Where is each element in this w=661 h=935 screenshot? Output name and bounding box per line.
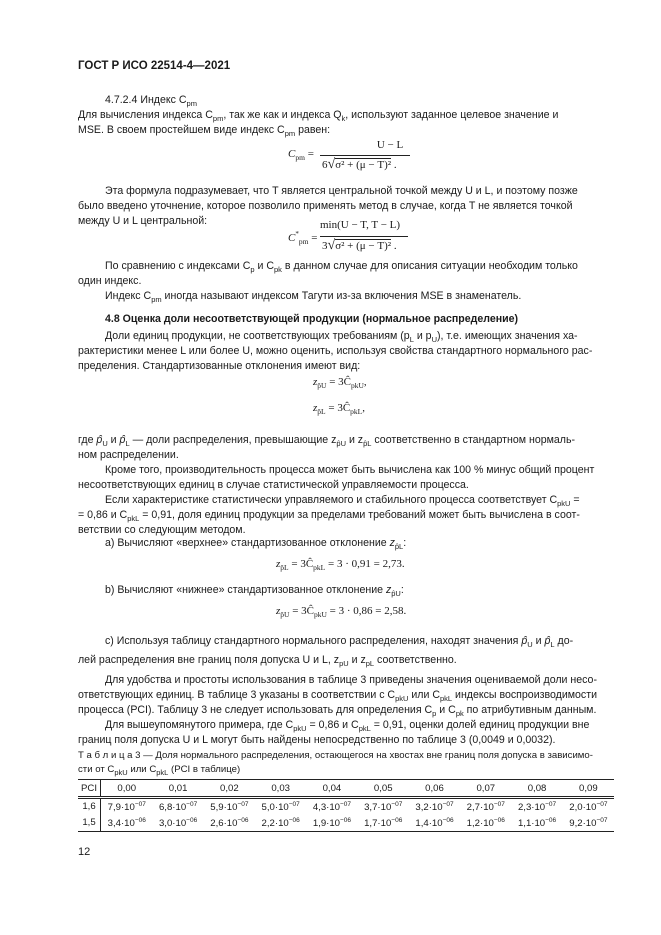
page-header: ГОСТ Р ИСО 22514-4—2021 xyxy=(78,60,231,72)
paragraph-line: Индекс $C_{pm}$ иногда называют индексом Тагути из-за включения MSE в знаменатель. xyxy=(105,290,522,304)
paragraph-line: Эта формула подразумевает, что T является центральной точкой между U и L, и поэтому позже xyxy=(105,185,578,197)
paragraph-line: процесса (PCI). Таблицу 3 не следует использовать для определения $C_p$ и $C_{pk}$ по атрибутивным данным. xyxy=(78,704,597,718)
table-3 xyxy=(78,779,614,832)
paragraph-line: = 0,86 и $C_{pkL} = 0,91$, доля единиц продукции за пределами требований может быть вычислена в соот- xyxy=(78,509,580,523)
table-header-cell: 0,02 xyxy=(220,782,239,794)
section-title-48: 4.8 Оценка доли несоответствующей продукции (нормальное распределение) xyxy=(105,313,519,325)
paragraph-line: Кроме того, производительность процесса может быть вычислена как 100 % минус общий процент xyxy=(105,464,595,476)
formula-cpm-star-numerator: min(U − T, T − L) xyxy=(320,219,401,231)
table-cell-pci: 1,5 xyxy=(78,815,101,832)
table-cell: $5,9\cdot 10^{-07}$ xyxy=(210,800,249,813)
table-header-cell: 0,03 xyxy=(271,782,290,794)
page-number: 12 xyxy=(78,846,91,858)
table-header-cell: 0,07 xyxy=(476,782,496,794)
paragraph-line: ветствии со следующим методом. xyxy=(78,524,246,536)
paragraph-line: Для вычисления индекса $C_{pm}$, так же как и индекса $Q_k$, используют заданное целевое значение и xyxy=(78,109,559,123)
table-row xyxy=(78,815,614,832)
paragraph-line: ответствующих единиц. В таблице 3 указаны в соответствии с $C_{pkU}$ или $C_{pkL}$ индексы воспроизводимости xyxy=(78,689,597,703)
paragraph-line: пределения. Стандартизованные отклонения имеют вид: xyxy=(78,360,361,372)
table-cell: $1,9\cdot 10^{-06}$ xyxy=(312,816,352,829)
table-cell: $1,2\cdot 10^{-06}$ xyxy=(466,816,505,829)
table-caption: Т а б л и ц а 3 — Доля нормального распределения, остающегося на хвостах вне границ поля допуска в зависимо- xyxy=(78,750,593,761)
table-cell: $1,4\cdot 10^{-06}$ xyxy=(415,816,454,829)
paragraph-line: Доли единиц продукции, не соответствующих требованиям ($p_L$ и $p_U$), т.е. имеющих значения ха- xyxy=(105,330,578,344)
table-cell: $3,4\cdot 10^{-06}$ xyxy=(107,816,146,829)
paragraph-line: лей распределения вне границ поля допуска U и L, $z_{pU}$ и $z_{pL}$ соответственно. xyxy=(78,654,457,668)
paragraph-line: MSE. В своем простейшем виде индекс $C_{pm}$ равен: xyxy=(78,124,331,138)
paragraph-line: между U и L центральной: xyxy=(78,215,208,227)
paragraph-line: рактеристики менее L или более U, можно оценить, используя свойства стандартного нормального рас- xyxy=(78,345,593,357)
table-header-cell: 0,08 xyxy=(527,782,547,794)
paragraph-line: Для удобства и простоты использования в таблице 3 приведены значения оцениваемой доли несо- xyxy=(105,674,597,686)
paragraph-line: границ поля допуска U и L могут быть найдены непосредственно по таблице 3 (0,0049 и 0,0032). xyxy=(78,734,556,746)
table-cell: $2,0\cdot 10^{-07}$ xyxy=(569,800,608,813)
formula-cpm-numerator: U − L xyxy=(376,139,404,151)
paragraph-line: Для вышеупомянутого примера, где $C_{pkU} = 0,86$ и $C_{pkL} = 0,91$, оценки долей единиц продукции вне xyxy=(105,719,590,733)
list-item-b: b) Вычисляют «нижнее» стандартизованное отклонение $z_{p̂U}$: xyxy=(105,584,404,598)
table-cell: $3,0\cdot 10^{-06}$ xyxy=(158,816,198,829)
formula-zpl-value: $z_{p̂L}$ = $3Ĉ_{pkL} = 3 \cdot 0,91 = 2,73$. xyxy=(276,558,405,572)
formula-cpm-star: $C^*_{pm}$ = xyxy=(288,230,318,246)
paragraph-line: Если характеристике статистически управляемого и стабильного процесса соответствует $C_{pkU}$ = xyxy=(105,494,580,508)
table-cell-pci: 1,6 xyxy=(78,798,101,815)
table-header-cell: 0,00 xyxy=(117,782,137,794)
table-cell: $2,7\cdot 10^{-07}$ xyxy=(466,800,505,813)
fraction-bar xyxy=(320,155,410,156)
paragraph-line: несоответствующих единиц в случае статистической управляемости процесса. xyxy=(78,479,469,491)
table-header-cell: 0,09 xyxy=(579,782,598,794)
paragraph-line: один индекс. xyxy=(78,275,142,287)
list-item-a: a) Вычисляют «верхнее» стандартизованное отклонение $z_{p̂L}$: xyxy=(105,537,407,551)
table-row xyxy=(78,798,614,815)
table-cell: $1,7\cdot 10^{-06}$ xyxy=(364,816,403,829)
section-title-4724: 4.7.2.4 Индекс $C_{pm}$ xyxy=(105,94,197,108)
table-caption-line2: сти от $C_{pkU}$ или $C_{pkL}$ (PCI в таблице) xyxy=(78,764,241,777)
formula-zpu: $z_{p̂U}$ = $3Ĉ_{pkU}$, xyxy=(313,376,367,390)
list-item-c: c) Используя таблицу стандартного нормального распределения, находят значения $p̂_U$ и $p̂_L$ до- xyxy=(105,635,574,649)
table-cell: $6,8\cdot 10^{-07}$ xyxy=(158,800,198,813)
table-cell: $9,2\cdot 10^{-07}$ xyxy=(569,816,608,829)
paragraph-line: По сравнению с индексами $C_p$ и $C_{pk}$ в данном случае для описания ситуации необходим только xyxy=(105,260,578,274)
table-cell: $4,3\cdot 10^{-07}$ xyxy=(312,800,352,813)
table-cell: $3,7\cdot 10^{-07}$ xyxy=(364,800,403,813)
paragraph-line: ном распределении. xyxy=(78,449,179,461)
formula-cpm: $C_{pm}$ = xyxy=(288,148,314,162)
paragraph-line: где $p̂_U$ и $p̂_L$ — доли распределения, превышающие $z_{p̂U}$ и $z_{p̂L}$ соответственно в стандартном нормаль- xyxy=(78,434,576,448)
paragraph-line: было введено уточнение, которое позволило применять метод в случае, когда T не является точкой xyxy=(78,200,573,212)
table-cell: $5,0\cdot 10^{-07}$ xyxy=(261,800,300,813)
fraction-bar xyxy=(320,236,408,237)
formula-cpm-star-denominator: 3√σ² + (μ − T)² . xyxy=(322,238,397,253)
formula-zpl: $z_{p̂L}$ = $3Ĉ_{pkL}$, xyxy=(313,402,366,416)
table-cell: $2,2\cdot 10^{-06}$ xyxy=(261,816,300,829)
table-header-cell: 0,01 xyxy=(168,782,188,794)
table-cell: $2,3\cdot 10^{-07}$ xyxy=(517,800,557,813)
formula-cpm-denominator: 6√σ² + (μ − T)² . xyxy=(322,157,397,172)
table-cell: $2,6\cdot 10^{-06}$ xyxy=(210,816,249,829)
table-header-row xyxy=(78,780,614,798)
table-cell: $1,1\cdot 10^{-06}$ xyxy=(517,816,557,829)
table-header-cell: 0,05 xyxy=(373,782,393,794)
formula-zpu-value: $z_{p̂U}$ = $3Ĉ_{pkU} = 3 \cdot 0,86 = 2,58$. xyxy=(276,605,407,619)
table-cell: $3,2\cdot 10^{-07}$ xyxy=(415,800,454,813)
table-header-pci: PCI xyxy=(78,780,101,798)
table-header-cell: 0,06 xyxy=(425,782,444,794)
table-cell: $7,9\cdot 10^{-07}$ xyxy=(107,800,146,813)
table-header-cell: 0,04 xyxy=(322,782,342,794)
